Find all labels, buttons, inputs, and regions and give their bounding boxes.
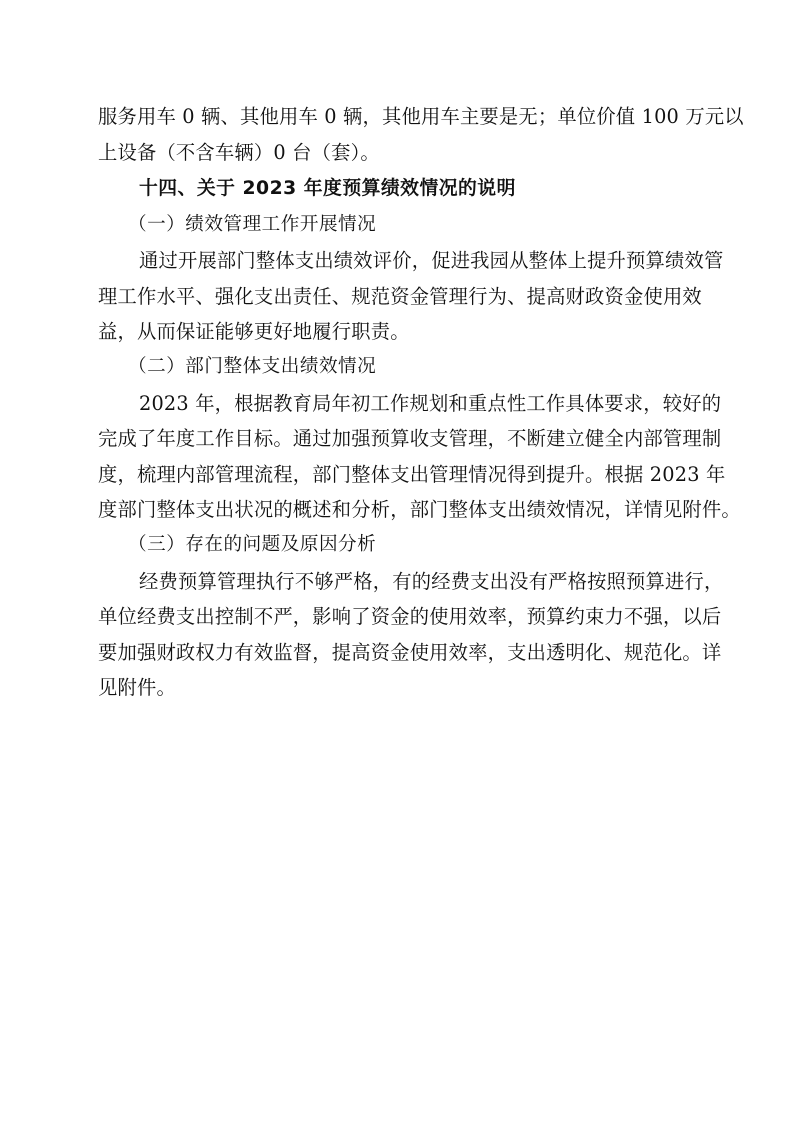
paragraph-line: 经费预算管理执行不够严格，有的经费支出没有严格按照预算进行， <box>139 570 724 593</box>
paragraph-line: 见附件。 <box>98 676 176 699</box>
paragraph-line: 度部门整体支出状况的概述和分析，部门整体支出绩效情况，详情见附件。 <box>98 498 741 521</box>
paragraph-line: 上设备（不含车辆）0 台（套）。 <box>98 141 380 164</box>
subsection-heading: （一）绩效管理工作开展情况 <box>128 214 377 235</box>
subsection-heading: （二）部门整体支出绩效情况 <box>128 356 377 377</box>
paragraph-line: 2023 年，根据教育局年初工作规划和重点性工作具体要求，较好的 <box>139 392 722 415</box>
paragraph-line: 理工作水平、强化支出责任、规范资金管理行为、提高财政资金使用效 <box>98 285 702 308</box>
paragraph-line: 完成了年度工作目标。通过加强预算收支管理，不断建立健全内部管理制 <box>98 427 722 450</box>
section-heading: 十四、关于 2023 年度预算绩效情况的说明 <box>139 178 516 199</box>
subsection-heading: （三）存在的问题及原因分析 <box>128 534 377 555</box>
paragraph-line: 要加强财政权力有效监督，提高资金使用效率，支出透明化、规范化。详 <box>98 641 722 664</box>
paragraph-line: 单位经费支出控制不严，影响了资金的使用效率，预算约束力不强，以后 <box>98 605 722 628</box>
paragraph-line: 度，梳理内部管理流程，部门整体支出管理情况得到提升。根据 2023 年 <box>98 463 726 486</box>
paragraph-line: 益，从而保证能够更好地履行职责。 <box>98 320 410 343</box>
paragraph-line: 通过开展部门整体支出绩效评价，促进我园从整体上提升预算绩效管 <box>139 249 724 272</box>
paragraph-line: 服务用车 0 辆、其他用车 0 辆，其他用车主要是无；单位价值 100 万元以 <box>98 105 744 128</box>
